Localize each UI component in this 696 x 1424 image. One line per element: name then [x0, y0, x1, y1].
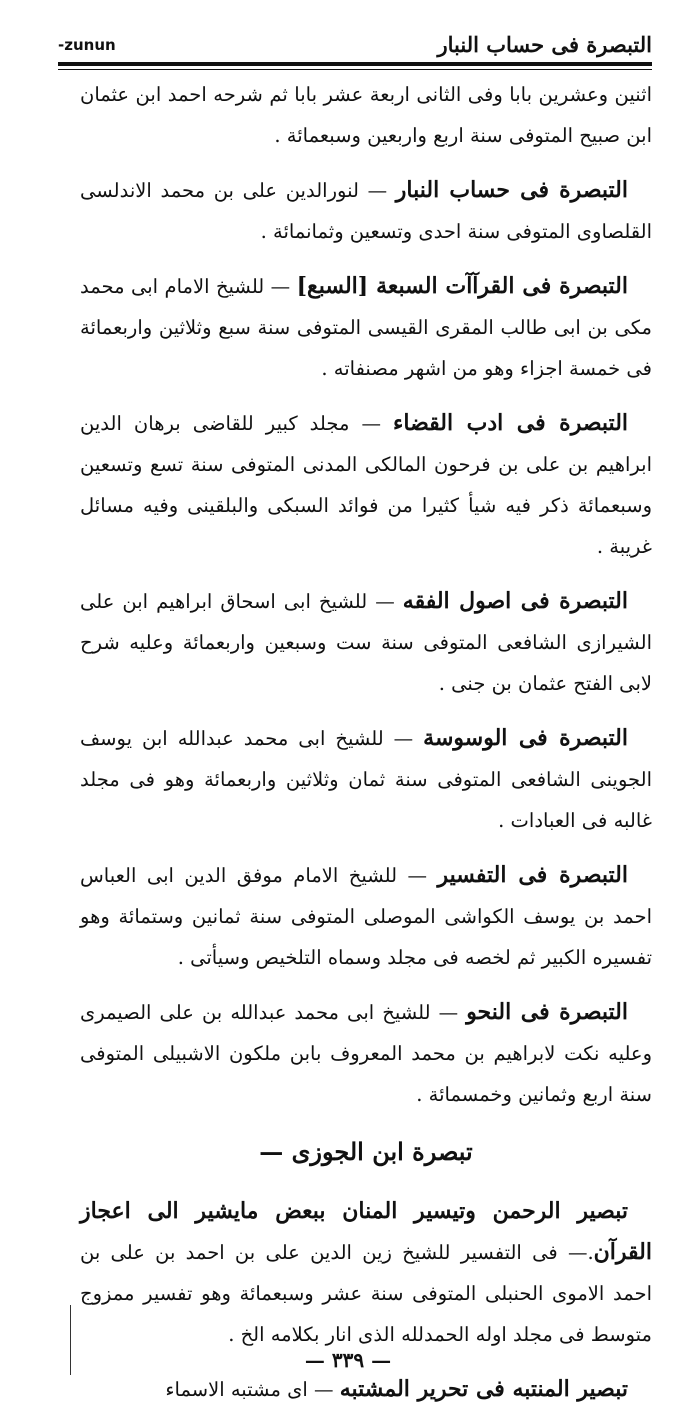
entry-title: تبصير المنتبه فى تحرير المشتبه [339, 1376, 628, 1402]
section-heading [80, 1129, 652, 1175]
entry-title: التبصرة فى التفسير [437, 862, 628, 888]
entry-text: — للشيخ ابى اسحاق ابراهيم ابن على الشيرازى الشافعى المتوفى سنة ست وسبعين واربعمائة وعليه شرح لابى الفتح عثمان بن جنى . [80, 590, 652, 695]
entry-text: .— فى التفسير للشيخ زين الدين على بن احمد بن على بن احمد الاموى الحنبلى المتوفى سنة عشر وسبعمائة وهو تفسير ممزوج متوسط فى مجلد اوله الحمدلله الذى انار بكلامه الخ . [80, 1241, 652, 1346]
entry-tabsira-tafsir [80, 855, 652, 978]
entry-tabsir-rahman [80, 1191, 652, 1355]
entry-text: — اى مشتبه الاسماء [165, 1378, 340, 1401]
entry-text: — للشيخ ابى محمد عبدالله بن على الصيمرى وعليه نكت لابراهيم بن محمد المعروف بابن ملكون الاشبيلى المتوفى سنة اربع وثمانين وخمسمائة . [80, 1001, 652, 1106]
header-left-label: -zunun [58, 36, 116, 54]
page-body [80, 74, 652, 1424]
header-rule-thin [58, 69, 652, 70]
entry-tabsira-nahw [80, 992, 652, 1115]
entry-tabsira-hisab [80, 170, 652, 252]
entry-text: — لنورالدين على بن محمد الاندلسى القلصاوى المتوفى سنة احدى وتسعين وثمانمائة . [80, 179, 652, 243]
entry-title: التبصرة فى القرآآت السبعة [السبع] [296, 273, 628, 299]
entry-text: — مجلد كبير للقاضى برهان الدين ابراهيم بن على بن فرحون المالكى المدنى المتوفى سنة تسع وتسعين وسبعمائة ذكر فيه شيأ كثيرا من فوائد السبكى والبلقينى وفيه مسائل غريبة . [80, 412, 652, 558]
page-number: — ٣٣٩ — [304, 1348, 392, 1372]
entry-title: التبصرة فى ادب القضاء [393, 410, 629, 436]
entry-title: التبصرة فى النحو [466, 999, 628, 1025]
entry-title: تبصير الرحمن وتيسير المنان ببعض مايشير الى اعجاز القرآن [80, 1198, 652, 1265]
entry-tabsira-usul [80, 581, 652, 704]
entry-text: — للشيخ الامام موفق الدين ابى العباس احمد بن يوسف الكواشى الموصلى المتوفى سنة ثمانين وستمائة وهو تفسيره الكبير ثم لخصه فى مجلد وسماه التلخيص وسيأتى . [80, 864, 652, 969]
entry-tabsira-qiraat [80, 266, 652, 389]
running-title: التبصرة فى حساب النبار [437, 32, 652, 57]
entry-title: التبصرة فى اصول الفقه [402, 588, 628, 614]
entry-tabsira-qada [80, 403, 652, 567]
entry-text: اثنين وعشرين بابا وفى الثانى اربعة عشر بابا ثم شرحه احمد ابن عثمان ابن صبيح المتوفى سنة اربع واربعين وسبعمائة . [80, 83, 652, 147]
entry-text: — للشيخ الامام ابى محمد مكى بن ابى طالب المقرى القيسى المتوفى سنة سبع وثلاثين واربعمائة فى خمسة اجزاء وهو من اشهر مصنفاته . [80, 275, 652, 380]
entry-continuation [80, 74, 652, 156]
entry-tabsira-waswasa [80, 718, 652, 841]
entry-title: التبصرة فى حساب النبار [395, 177, 628, 203]
heading-text: تبصرة ابن الجوزى — [259, 1137, 473, 1166]
running-header [58, 30, 652, 60]
entry-title: التبصرة فى الوسوسة [423, 725, 628, 751]
entry-text: — للشيخ ابى محمد عبدالله ابن يوسف الجوينى الشافعى المتوفى سنة ثمان وثلاثين واربعمائة وهو فى مجلد غالبه فى العبادات . [80, 727, 652, 832]
header-rule-thick [58, 62, 652, 66]
entry-tabsir-muntabih [80, 1369, 652, 1410]
